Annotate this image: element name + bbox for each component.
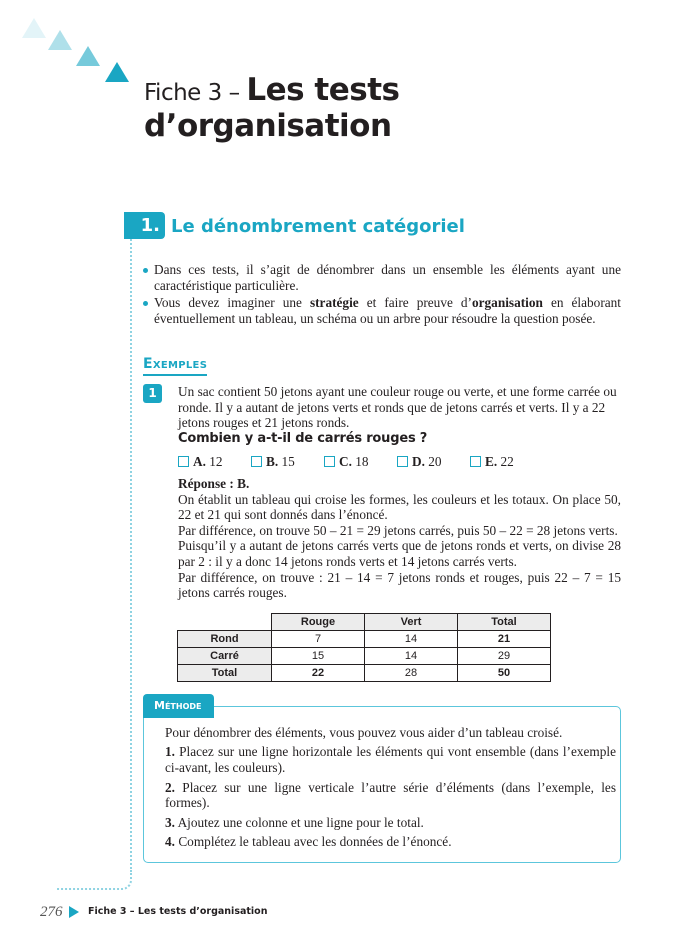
page-title-line2: d’organisation: [144, 108, 392, 144]
example-1: [143, 384, 621, 601]
method-step: 2. Placez sur une ligne verticale l’autre série d’éléments (dans l’exemple, les formes).: [165, 779, 617, 811]
option-d[interactable]: D. 20: [397, 454, 470, 470]
table-row: Rond 7 14 21: [178, 630, 551, 647]
page-title: Fiche 3 – Les tests: [144, 72, 400, 108]
examples-heading: Exemples: [143, 356, 207, 376]
empty-corner-cell: [178, 613, 272, 630]
table-row: Total 22 28 50: [178, 664, 551, 681]
option-c[interactable]: C. 18: [324, 454, 397, 470]
section-title: Le dénombrement catégoriel: [171, 216, 465, 237]
column-header: Total: [458, 613, 551, 630]
checkbox-icon[interactable]: [470, 456, 481, 467]
triangle-right-icon: [69, 906, 79, 918]
cross-table: [177, 613, 551, 682]
method-section: [143, 694, 621, 863]
method-step: 4. Complétez le tableau avec les données de l’énoncé.: [165, 834, 452, 850]
margin-dotted-line: [130, 232, 132, 872]
answer-options: [178, 454, 621, 470]
page-number: 276: [40, 904, 63, 920]
example-and-method: [143, 384, 621, 863]
example-statement: Un sac contient 50 jetons ayant une couleur rouge ou verte, et une forme carrée ou ronde. Il y a autant de jetons verts et ronds que de jetons carrés et verts. Il y a 22 jetons rouges et 21 jetons ronds.: [178, 384, 617, 431]
method-step: 3. Ajoutez une colonne et une ligne pour le total.: [165, 814, 424, 830]
option-a[interactable]: A. 12: [178, 454, 251, 470]
explanation: Puisqu’il y a autant de jetons carrés verts que de jetons ronds et verts, on divise 28 par 2 : il y a donc 14 jetons ronds verts et 14 jetons carrés verts.: [178, 538, 621, 569]
method-step: 1. Placez sur une ligne horizontale les éléments qui vont ensemble (dans l’exemple ci-avant, les couleurs).: [165, 744, 616, 775]
running-footer: Fiche 3 – Les tests d’organisation: [88, 906, 268, 917]
bullet-item: Vous devez imaginer une stratégie et faire preuve d’organisation en élaborant éventuellement un tableau, un schéma ou un arbre pour résoudre la question posée.: [142, 295, 621, 326]
triangle-icon: [76, 46, 100, 66]
explanation: Par différence, on trouve 50 – 21 = 29 jetons carrés, puis 50 – 22 = 28 jetons verts.: [178, 522, 618, 538]
example-question: Combien y a-t-il de carrés rouges ?: [178, 430, 428, 446]
bullet-item: Dans ces tests, il s’agit de dénombrer dans un ensemble les éléments ayant une caractéristique particulière.: [142, 262, 621, 293]
margin-dotted-corner: [56, 872, 132, 890]
option-e[interactable]: E. 22: [470, 454, 543, 470]
answer: Réponse : B.: [178, 475, 250, 491]
triangle-icon: [22, 18, 46, 38]
table-header-row: [178, 613, 551, 630]
method-label: Méthode: [143, 694, 214, 718]
example-number-badge: 1: [143, 384, 162, 403]
intro-bullets: [142, 262, 621, 328]
column-header: Vert: [365, 613, 458, 630]
method-box: [143, 706, 621, 863]
table-row: Carré 15 14 29: [178, 647, 551, 664]
explanation: Par différence, on trouve : 21 – 14 = 7 jetons ronds et rouges, puis 22 – 7 = 15 jetons carrés rouges.: [178, 569, 621, 601]
explanation: On établit un tableau qui croise les formes, les couleurs et les totaux. On place 50, 22 et 21 qui sont donnés dans l’énoncé.: [178, 491, 621, 523]
triangle-icon: [48, 30, 72, 50]
checkbox-icon[interactable]: [178, 456, 189, 467]
column-header: Rouge: [272, 613, 365, 630]
checkbox-icon[interactable]: [324, 456, 335, 467]
section-number: 1.: [124, 212, 165, 239]
checkbox-icon[interactable]: [251, 456, 262, 467]
method-intro: Pour dénombrer des éléments, vous pouvez vous aider d’un tableau croisé.: [165, 724, 563, 740]
triangle-icon: [105, 62, 129, 82]
option-b[interactable]: B. 15: [251, 454, 324, 470]
checkbox-icon[interactable]: [397, 456, 408, 467]
